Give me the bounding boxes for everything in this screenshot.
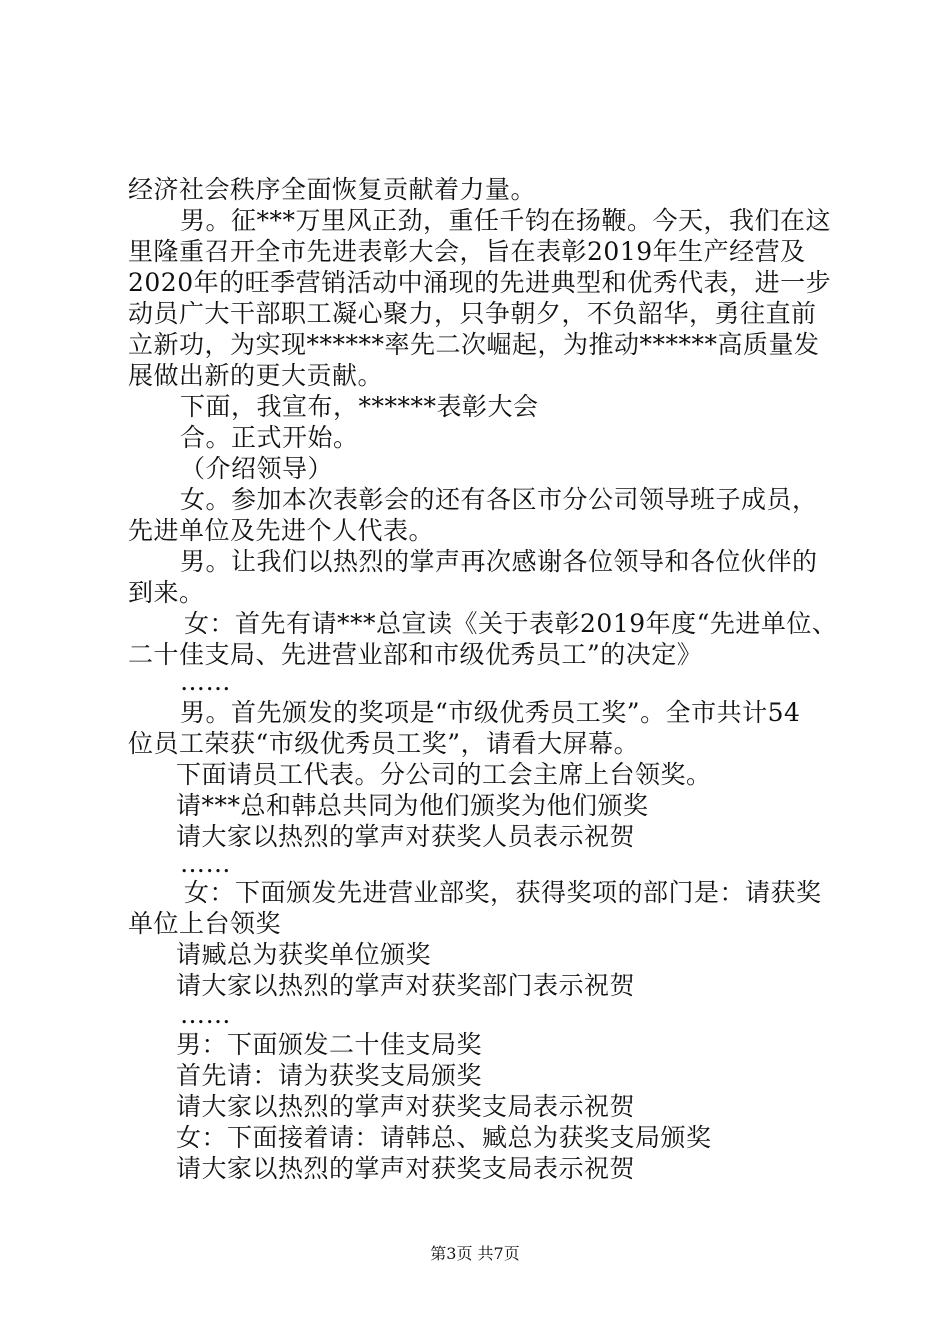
page-footer: 第3页 共7页 [430,1244,520,1263]
text-line: 下面请员工代表。分公司的工会主席上台领奖。 [176,760,712,789]
text-line: 男。让我们以热烈的掌声再次感谢各位领导和各位伙伴的 [180,547,818,576]
text-line: 请大家以热烈的掌声对获奖支局表示祝贺 [176,1154,636,1183]
text-line: 请大家以热烈的掌声对获奖部门表示祝贺 [176,971,636,1000]
text-line: 里隆重召开全市先进表彰大会，旨在表彰2019年生产经营及 [128,237,806,266]
text-line: 女：首先有请***总宣读《关于表彰2019年度“先进单位、 [184,609,838,638]
text-line: 女：下面接着请：请韩总、臧总为获奖支局颁奖 [176,1123,712,1152]
text-line: 女：下面颁发先进营业部奖，获得奖项的部门是：请获奖 [184,878,822,907]
text-line: 男：下面颁发二十佳支局奖 [176,1030,483,1059]
text-line: …… [180,849,231,878]
text-line: 单位上台领奖 [128,909,282,938]
text-line: 男。首先颁发的奖项是“市级优秀员工奖”。全市共计54 [180,698,801,727]
text-line: 首先请：请为获奖支局颁奖 [176,1061,483,1090]
text-line: （介绍领导） [180,454,334,483]
text-line: 请臧总为获奖单位颁奖 [176,940,432,969]
text-line: …… [180,667,231,696]
text-line: 2020年的旺季营销活动中涌现的先进典型和优秀代表，进一步 [128,268,832,297]
text-line: 请***总和韩总共同为他们颁奖为他们颁奖 [176,791,649,820]
text-line: 女。参加本次表彰会的还有各区市分公司领导班子成员， [180,485,818,514]
text-line: 男。征***万里风正劲，重任千钧在扬鞭。今天，我们在这 [180,206,832,235]
text-line: 经济社会秩序全面恢复贡献着力量。 [128,175,537,204]
text-line: 展做出新的更大贡献。 [128,361,384,390]
text-line: 到来。 [128,578,205,607]
text-line: 先进单位及先进个人代表。 [128,516,435,545]
text-line: 下面，我宣布，******表彰大会 [180,392,539,421]
text-line: 位员工荣获“市级优秀员工奖”，请看大屏幕。 [128,729,640,758]
text-line: 请大家以热烈的掌声对获奖人员表示祝贺 [176,822,636,851]
text-line: 二十佳支局、先进营业部和市级优秀员工”的决定》 [128,640,703,669]
text-line: 请大家以热烈的掌声对获奖支局表示祝贺 [176,1092,636,1121]
text-line: 合。正式开始。 [180,423,359,452]
text-line: 立新功，为实现******率先二次崛起，为推动******高质量发 [128,330,820,359]
text-line: 动员广大干部职工凝心聚力，只争朝夕，不负韶华，勇往直前 [128,299,817,328]
text-line: …… [180,1000,231,1029]
